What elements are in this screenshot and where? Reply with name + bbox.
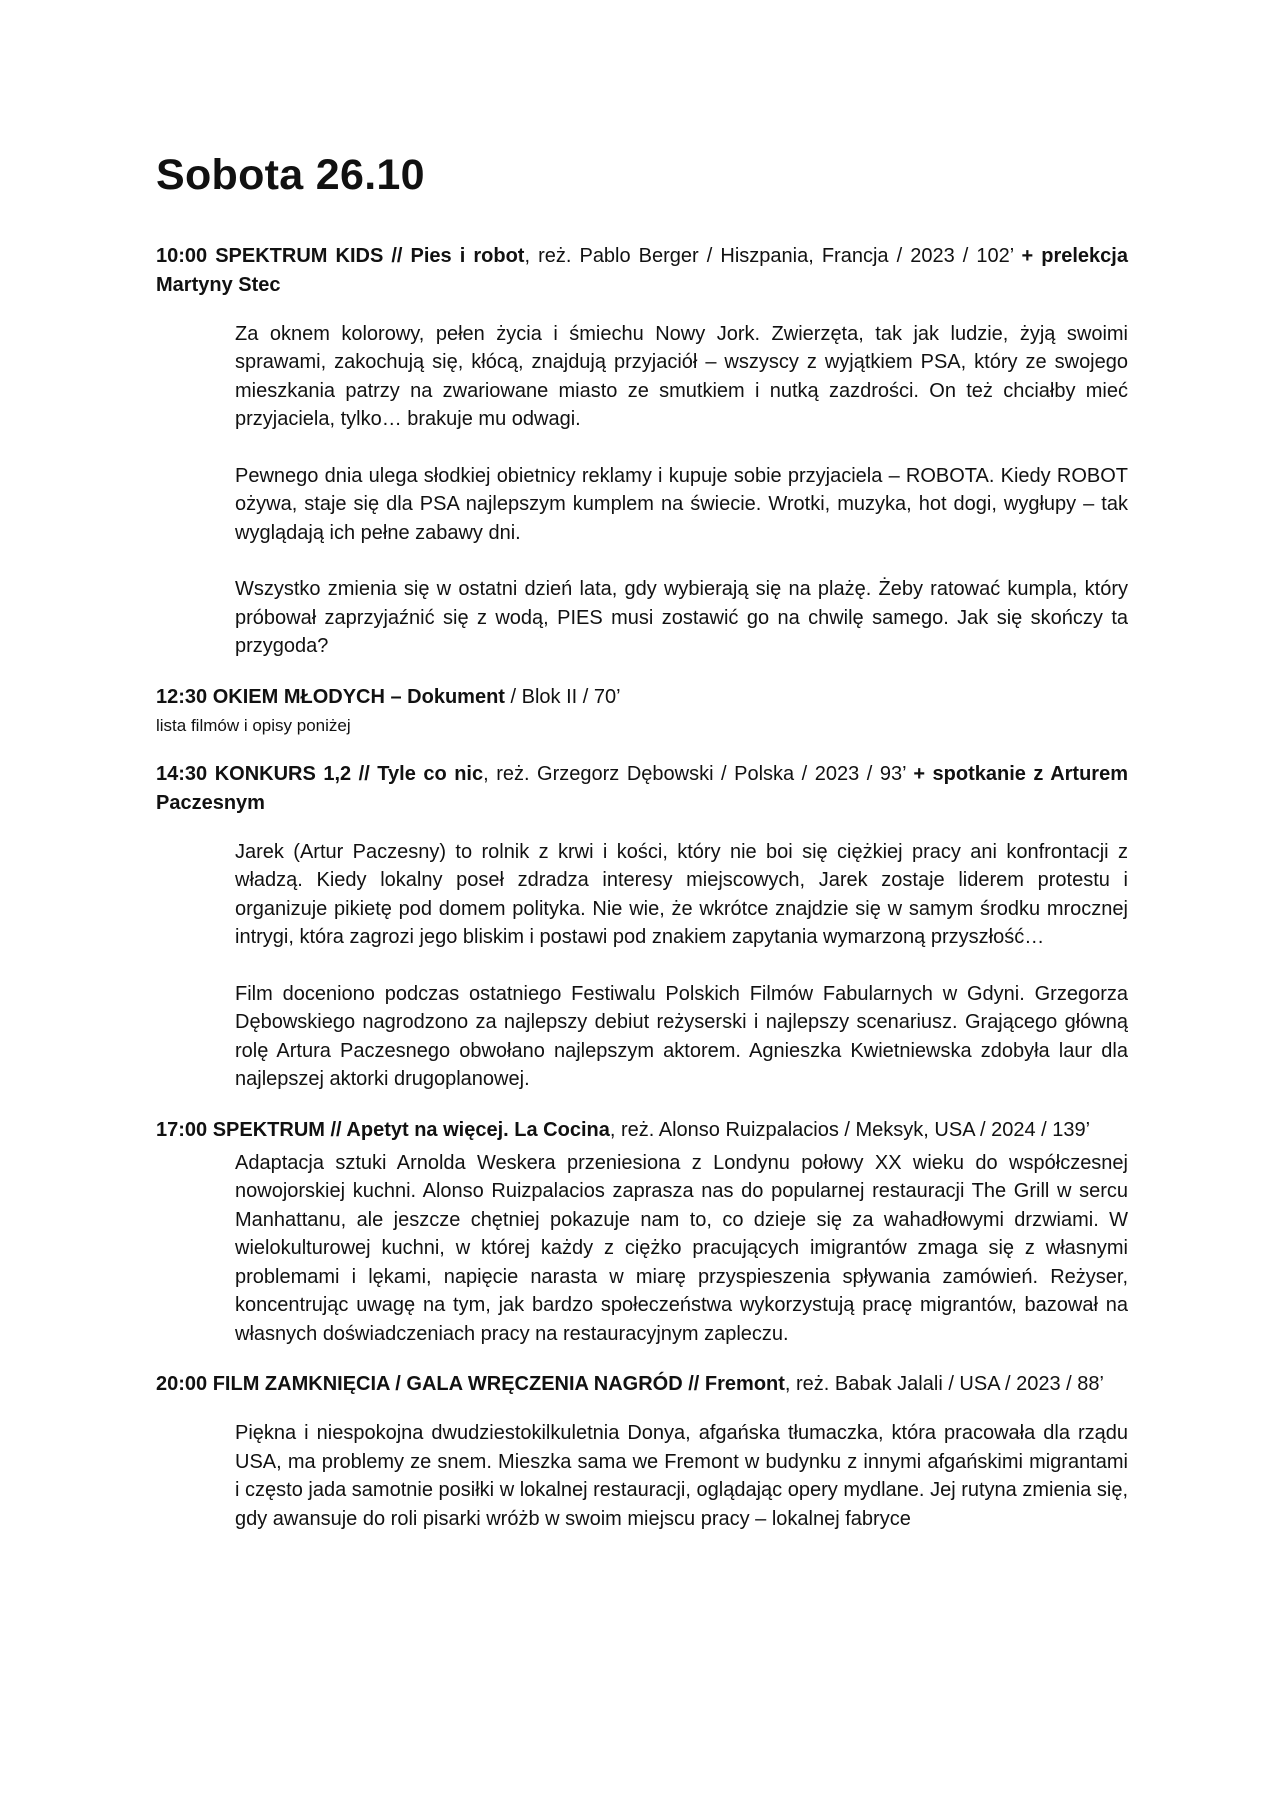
event-time: 12:30 [156,685,208,708]
event-1 [156,242,1128,661]
event-description [235,1149,1128,1349]
event-title: KONKURS 1,2 // Tyle co nic [214,762,484,785]
event-note: lista filmów i opisy poniżej [156,715,351,735]
description-paragraph: Pewnego dnia ulega słodkiej obietnicy reklamy i kupuje sobie przyjaciela – ROBOTA. Kiedy ROBOT ożywa, staje się dla PSA najlepszym kumplem na świecie. Wrotki, muzyka, hot dogi, wygłupy – tak wyglądają ich pełne zabawy dni. [235,464,1128,544]
description-paragraph: Wszystko zmienia się w ostatni dzień lata, gdy wybierają się na plażę. Żeby ratować kumpla, który próbował zaprzyjaźnić się z wodą, PIES musi zostawić go na chwilę samego. Jak się skończy ta przygoda? [235,578,1128,658]
description-paragraph: Piękna i niespokojna dwudziestokilkuletnia Donya, afgańska tłumaczka, która pracowała dla rządu USA, ma problemy ze snem. Mieszka sama we Fremont w budynku z innymi afgańskimi migrantami i często jada samotnie posiłki w lokalnej restauracji, oglądając opery mydlane. Jej rutyna zmienia się, gdy awansuje do roli pisarki wróżb w swoim miejscu pracy – lokalnej fabryce [235,1422,1128,1530]
event-title: SPEKTRUM KIDS // Pies i robot [215,244,525,267]
event-title: FILM ZAMKNIĘCIA / GALA WRĘCZENIA NAGRÓD // Fremont [212,1373,785,1396]
event-time: 10:00 [156,244,208,267]
event-heading [156,242,1128,300]
event-extra: + prelekcja Martyny Stec [156,244,1128,296]
event-4 [156,1116,1128,1349]
description-paragraph: Za oknem kolorowy, pełen życia i śmiechu Nowy Jork. Zwierzęta, tak jak ludzie, żyją swoimi sprawami, zakochują się, kłócą, znajdują przyjaciół – wszyscy z wyjątkiem PSA, który ze swojego mieszkania patrzy na zwariowane miasto ze smutkiem i nutką zazdrości. On też chciałby mieć przyjaciela, tylko… brakuje mu odwagi. [235,322,1128,431]
event-heading [156,760,1128,818]
event-title: SPEKTRUM // Apetyt na więcej. La Cocina [212,1118,610,1141]
event-details: , reż. Babak Jalali / USA / 2023 / 88’ [784,1373,1104,1396]
event-time: 17:00 [156,1118,208,1141]
event-description [235,320,1128,661]
event-description [235,838,1128,1094]
event-details: , reż. Alonso Ruizpalacios / Meksyk, USA / 2024 / 139’ [609,1118,1091,1141]
page-title: Sobota 26.10 [156,151,425,199]
event-description [235,1419,1128,1533]
description-paragraph: Jarek (Artur Paczesny) to rolnik z krwi i kości, który nie boi się ciężkiej pracy ani konfrontacji z władzą. Kiedy lokalny poseł zdradza interesy miejscowych, Jarek zostaje liderem protestu i organizuje pikietę pod domem polityka. Nie wie, że wkrótce znajdzie się w samym środku mrocznej intrygi, która zagrozi jego bliskim i postawi pod znakiem zapytania wymarzoną przyszłość… [235,840,1128,949]
event-extra: + spotkanie z Arturem Paczesnym [156,762,1128,814]
event-time: 14:30 [156,762,208,785]
event-5 [156,1370,1128,1533]
event-details: , reż. Grzegorz Dębowski / Polska / 2023 / 93’ [483,762,914,785]
document-page [156,150,1128,1555]
description-paragraph: Film doceniono podczas ostatniego Festiwalu Polskich Filmów Fabularnych w Gdyni. Grzegorza Dębowskiego nagrodzono za najlepszy debiut reżyserski i najlepszy scenariusz. Grającego główną rolę Artura Paczesnego obwołano najlepszym aktorem. Agnieszka Kwietniewska zdobyła laur dla najlepszej aktorki drugoplanowej. [235,982,1128,1091]
event-time: 20:00 [156,1373,208,1396]
event-heading [156,683,1128,712]
event-heading [156,1370,1128,1399]
event-details: , reż. Pablo Berger / Hiszpania, Francja / 2023 / 102’ [524,244,1022,267]
event-title: OKIEM MŁODYCH – Dokument [212,685,505,708]
event-heading [156,1116,1128,1145]
event-details: / Blok II / 70’ [504,685,621,708]
description-paragraph: Adaptacja sztuki Arnolda Weskera przeniesiona z Londynu połowy XX wieku do współczesnej nowojorskiej kuchni. Alonso Ruizpalacios zaprasza nas do popularnej restauracji The Grill w sercu Manhattanu, ale jeszcze chętniej pokazuje nam to, co dzieje się za wahadłowymi drzwiami. W wielokulturowej kuchni, w której każdy z ciężko pracujących imigrantów zmaga się z własnymi problemami i lękami, napięcie narasta w miarę przyspieszenia spływania zamówień. Reżyser, koncentrując uwagę na tym, jak bardzo społeczeństwa wykorzystują pracę migrantów, bazował na własnych doświadczeniach pracy na restauracyjnym zapleczu. [235,1151,1128,1345]
event-3 [156,760,1128,1094]
event-2 [156,683,1128,738]
